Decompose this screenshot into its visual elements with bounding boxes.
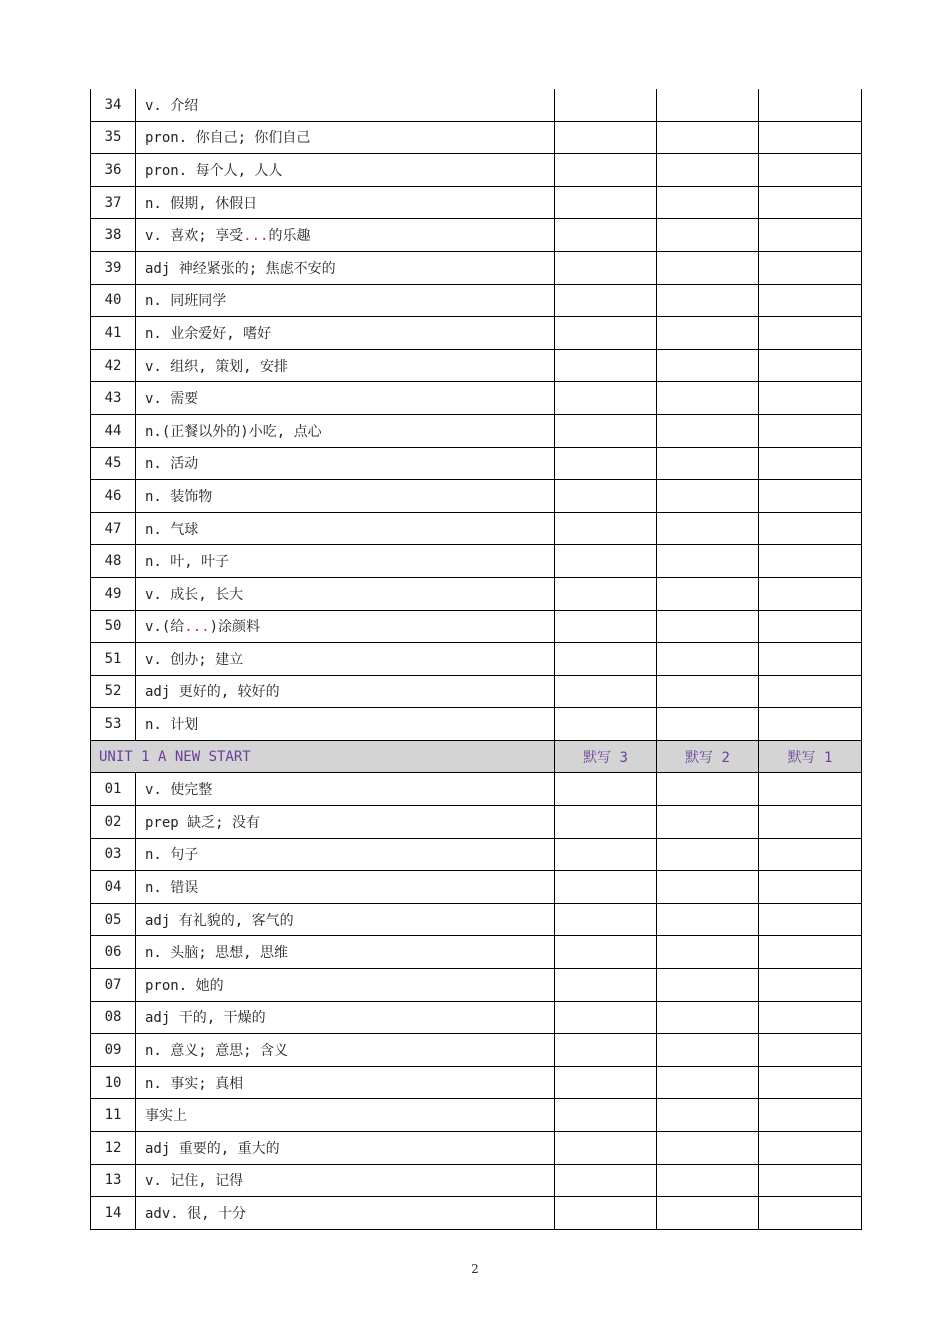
row-number: 12 (91, 1132, 136, 1165)
dictation-1-cell[interactable] (759, 773, 862, 806)
dictation-3-cell[interactable] (555, 1099, 657, 1132)
dictation-3-cell[interactable] (555, 643, 657, 676)
dictation-1-cell[interactable] (759, 610, 862, 643)
dictation-1-cell[interactable] (759, 480, 862, 513)
definition: prep 缺乏; 没有 (136, 806, 555, 839)
dictation-2-cell[interactable] (657, 154, 759, 187)
dictation-3-cell[interactable] (555, 1132, 657, 1165)
dictation-3-cell[interactable] (555, 545, 657, 578)
dictation-3-cell[interactable] (555, 349, 657, 382)
row-number: 06 (91, 936, 136, 969)
vocab-row (91, 1066, 862, 1099)
dictation-2-cell[interactable] (657, 1099, 759, 1132)
dictation-2-cell[interactable] (657, 577, 759, 610)
row-number: 05 (91, 903, 136, 936)
dictation-2-cell[interactable] (657, 186, 759, 219)
dictation-1-cell[interactable] (759, 219, 862, 252)
row-number: 34 (91, 89, 136, 121)
row-number: 13 (91, 1164, 136, 1197)
row-number: 35 (91, 121, 136, 154)
dictation-3-cell[interactable] (555, 186, 657, 219)
dictation-3-cell[interactable] (555, 610, 657, 643)
vocab-rows-part-1 (91, 89, 862, 740)
row-number: 11 (91, 1099, 136, 1132)
vocab-row (91, 1001, 862, 1034)
row-number: 46 (91, 480, 136, 513)
definition: v.(给...)涂颜料 (136, 610, 555, 643)
dictation-2-cell[interactable] (657, 1132, 759, 1165)
definition: v. 记住, 记得 (136, 1164, 555, 1197)
row-number: 02 (91, 806, 136, 839)
dictation-3-cell[interactable] (555, 1164, 657, 1197)
dictation-1-cell[interactable] (759, 414, 862, 447)
dictation-3-cell[interactable] (555, 969, 657, 1002)
dictation-1-cell[interactable] (759, 349, 862, 382)
vocab-row (91, 871, 862, 904)
dictation-2-cell[interactable] (657, 1164, 759, 1197)
dictation-2-cell[interactable] (657, 89, 759, 121)
vocabulary-sheet (90, 89, 861, 1230)
row-number: 47 (91, 512, 136, 545)
dictation-3-cell[interactable] (555, 317, 657, 350)
vocab-row (91, 1034, 862, 1067)
dictation-1-cell[interactable] (759, 1164, 862, 1197)
dictation-1-cell[interactable] (759, 284, 862, 317)
vocab-row (91, 89, 862, 121)
vocab-row (91, 806, 862, 839)
dictation-2-cell[interactable] (657, 414, 759, 447)
row-number: 14 (91, 1197, 136, 1230)
vocab-row (91, 969, 862, 1002)
vocab-row (91, 675, 862, 708)
dictation-1-cell[interactable] (759, 154, 862, 187)
ellipsis-mark: ... (184, 619, 210, 636)
row-number: 43 (91, 382, 136, 415)
vocab-row (91, 480, 862, 513)
dictation-1-cell[interactable] (759, 186, 862, 219)
row-number: 41 (91, 317, 136, 350)
vocab-row (91, 545, 862, 578)
definition: v. 成长, 长大 (136, 577, 555, 610)
dictation-3-cell[interactable] (555, 577, 657, 610)
dictation-3-cell[interactable] (555, 903, 657, 936)
unit-title: UNIT 1 A NEW START (91, 740, 555, 773)
dictation-2-cell[interactable] (657, 121, 759, 154)
unit-header-group (91, 740, 862, 773)
definition: pron. 你自己; 你们自己 (136, 121, 555, 154)
dictation-2-cell[interactable] (657, 219, 759, 252)
dictation-1-cell[interactable] (759, 121, 862, 154)
dictation-1-cell[interactable] (759, 545, 862, 578)
vocab-row (91, 577, 862, 610)
vocab-rows-part-2 (91, 773, 862, 1229)
dictation-2-cell[interactable] (657, 545, 759, 578)
vocab-row (91, 447, 862, 480)
dictation-3-cell[interactable] (555, 1001, 657, 1034)
dictation-1-cell[interactable] (759, 1001, 862, 1034)
dictation-2-cell[interactable] (657, 871, 759, 904)
definition: adj 更好的, 较好的 (136, 675, 555, 708)
vocab-row (91, 154, 862, 187)
vocab-row (91, 610, 862, 643)
dictation-1-cell[interactable] (759, 382, 862, 415)
definition: v. 组织, 策划, 安排 (136, 349, 555, 382)
dictation-1-cell[interactable] (759, 577, 862, 610)
definition: n. 叶, 叶子 (136, 545, 555, 578)
row-number: 07 (91, 969, 136, 1002)
dictation-3-cell[interactable] (555, 806, 657, 839)
dictation-1-cell[interactable] (759, 871, 862, 904)
dictation-2-cell[interactable] (657, 1001, 759, 1034)
definition: pron. 每个人, 人人 (136, 154, 555, 187)
definition: pron. 她的 (136, 969, 555, 1002)
dictation-2-cell[interactable] (657, 708, 759, 741)
dictation-3-cell[interactable] (555, 447, 657, 480)
dictation-3-cell[interactable] (555, 382, 657, 415)
row-number: 39 (91, 251, 136, 284)
definition: n. 业余爱好, 嗜好 (136, 317, 555, 350)
row-number: 38 (91, 219, 136, 252)
row-number: 49 (91, 577, 136, 610)
dictation-2-cell[interactable] (657, 349, 759, 382)
dictation-1-cell[interactable] (759, 936, 862, 969)
dictation-1-cell[interactable] (759, 838, 862, 871)
vocab-row (91, 186, 862, 219)
vocab-row (91, 512, 862, 545)
definition: adj 干的, 干燥的 (136, 1001, 555, 1034)
dictation-1-cell[interactable] (759, 806, 862, 839)
dictation-3-cell[interactable] (555, 154, 657, 187)
dictation-3-cell[interactable] (555, 89, 657, 121)
dictation-1-cell[interactable] (759, 447, 862, 480)
row-number: 09 (91, 1034, 136, 1067)
dictation-1-cell[interactable] (759, 903, 862, 936)
dictation-2-cell[interactable] (657, 1034, 759, 1067)
definition: n. 头脑; 思想, 思维 (136, 936, 555, 969)
row-number: 10 (91, 1066, 136, 1099)
vocab-row (91, 838, 862, 871)
vocab-row (91, 1197, 862, 1230)
row-number: 03 (91, 838, 136, 871)
definition: v. 喜欢; 享受...的乐趣 (136, 219, 555, 252)
dictation-2-cell[interactable] (657, 1197, 759, 1230)
vocabulary-table (90, 89, 862, 1230)
definition: n. 错误 (136, 871, 555, 904)
dictation-2-cell[interactable] (657, 806, 759, 839)
definition: v. 使完整 (136, 773, 555, 806)
definition: adv. 很, 十分 (136, 1197, 555, 1230)
dictation-2-cell[interactable] (657, 480, 759, 513)
definition: n. 假期, 休假日 (136, 186, 555, 219)
definition: adj 有礼貌的, 客气的 (136, 903, 555, 936)
row-number: 53 (91, 708, 136, 741)
vocab-row (91, 1164, 862, 1197)
definition: 事实上 (136, 1099, 555, 1132)
definition: n. 计划 (136, 708, 555, 741)
vocab-row (91, 251, 862, 284)
dictation-2-cell[interactable] (657, 936, 759, 969)
dictation-3-cell[interactable] (555, 838, 657, 871)
dictation-3-cell[interactable] (555, 512, 657, 545)
dictation-3-cell[interactable] (555, 675, 657, 708)
row-number: 50 (91, 610, 136, 643)
row-number: 45 (91, 447, 136, 480)
row-number: 48 (91, 545, 136, 578)
page-number: 2 (471, 1262, 479, 1276)
dictation-2-cell[interactable] (657, 251, 759, 284)
vocab-row (91, 382, 862, 415)
dictation-3-cell[interactable] (555, 480, 657, 513)
vocab-row (91, 643, 862, 676)
dictation-1-cell[interactable] (759, 1132, 862, 1165)
dictation-3-cell[interactable] (555, 121, 657, 154)
definition: n. 意义; 意思; 含义 (136, 1034, 555, 1067)
dictation-1-cell[interactable] (759, 1197, 862, 1230)
vocab-row (91, 1132, 862, 1165)
dictation-1-cell[interactable] (759, 317, 862, 350)
dictation-1-cell[interactable] (759, 708, 862, 741)
dictation-2-cell[interactable] (657, 643, 759, 676)
dictation-1-cell[interactable] (759, 512, 862, 545)
definition: adj 神经紧张的; 焦虑不安的 (136, 251, 555, 284)
dictation-1-cell[interactable] (759, 89, 862, 121)
dictation-2-cell[interactable] (657, 317, 759, 350)
dictation-3-cell[interactable] (555, 1066, 657, 1099)
row-number: 36 (91, 154, 136, 187)
dictation-2-cell[interactable] (657, 447, 759, 480)
definition: n.(正餐以外的)小吃, 点心 (136, 414, 555, 447)
dictation-1-header: 默写 1 (759, 740, 862, 773)
dictation-2-cell[interactable] (657, 838, 759, 871)
definition: adj 重要的, 重大的 (136, 1132, 555, 1165)
vocab-row (91, 121, 862, 154)
dictation-3-header: 默写 3 (555, 740, 657, 773)
dictation-3-cell[interactable] (555, 708, 657, 741)
row-number: 40 (91, 284, 136, 317)
row-number: 01 (91, 773, 136, 806)
dictation-2-cell[interactable] (657, 512, 759, 545)
row-number: 52 (91, 675, 136, 708)
dictation-1-cell[interactable] (759, 1034, 862, 1067)
vocab-row (91, 317, 862, 350)
unit-header-row (91, 740, 862, 773)
dictation-1-cell[interactable] (759, 251, 862, 284)
dictation-2-cell[interactable] (657, 903, 759, 936)
dictation-1-cell[interactable] (759, 969, 862, 1002)
dictation-3-cell[interactable] (555, 871, 657, 904)
row-number: 42 (91, 349, 136, 382)
row-number: 04 (91, 871, 136, 904)
dictation-2-cell[interactable] (657, 610, 759, 643)
definition: n. 同班同学 (136, 284, 555, 317)
row-number: 44 (91, 414, 136, 447)
vocab-row (91, 219, 862, 252)
dictation-2-cell[interactable] (657, 284, 759, 317)
dictation-3-cell[interactable] (555, 936, 657, 969)
row-number: 37 (91, 186, 136, 219)
dictation-2-cell[interactable] (657, 382, 759, 415)
vocab-row (91, 903, 862, 936)
dictation-2-cell[interactable] (657, 773, 759, 806)
dictation-3-cell[interactable] (555, 1034, 657, 1067)
vocab-row (91, 773, 862, 806)
ellipsis-mark: ... (243, 228, 269, 245)
definition: v. 介绍 (136, 89, 555, 121)
dictation-3-cell[interactable] (555, 1197, 657, 1230)
definition: n. 句子 (136, 838, 555, 871)
dictation-3-cell[interactable] (555, 251, 657, 284)
definition: n. 活动 (136, 447, 555, 480)
vocab-row (91, 1099, 862, 1132)
definition: n. 气球 (136, 512, 555, 545)
dictation-2-cell[interactable] (657, 675, 759, 708)
dictation-2-cell[interactable] (657, 969, 759, 1002)
dictation-3-cell[interactable] (555, 219, 657, 252)
dictation-1-cell[interactable] (759, 643, 862, 676)
dictation-3-cell[interactable] (555, 414, 657, 447)
vocab-row (91, 936, 862, 969)
definition: n. 事实; 真相 (136, 1066, 555, 1099)
vocab-row (91, 708, 862, 741)
row-number: 51 (91, 643, 136, 676)
definition: n. 装饰物 (136, 480, 555, 513)
definition: v. 创办; 建立 (136, 643, 555, 676)
dictation-2-cell[interactable] (657, 1066, 759, 1099)
vocab-row (91, 414, 862, 447)
row-number: 08 (91, 1001, 136, 1034)
dictation-3-cell[interactable] (555, 284, 657, 317)
dictation-1-cell[interactable] (759, 1099, 862, 1132)
dictation-1-cell[interactable] (759, 675, 862, 708)
vocab-row (91, 349, 862, 382)
dictation-1-cell[interactable] (759, 1066, 862, 1099)
vocab-row (91, 284, 862, 317)
dictation-3-cell[interactable] (555, 773, 657, 806)
definition: v. 需要 (136, 382, 555, 415)
dictation-2-header: 默写 2 (657, 740, 759, 773)
